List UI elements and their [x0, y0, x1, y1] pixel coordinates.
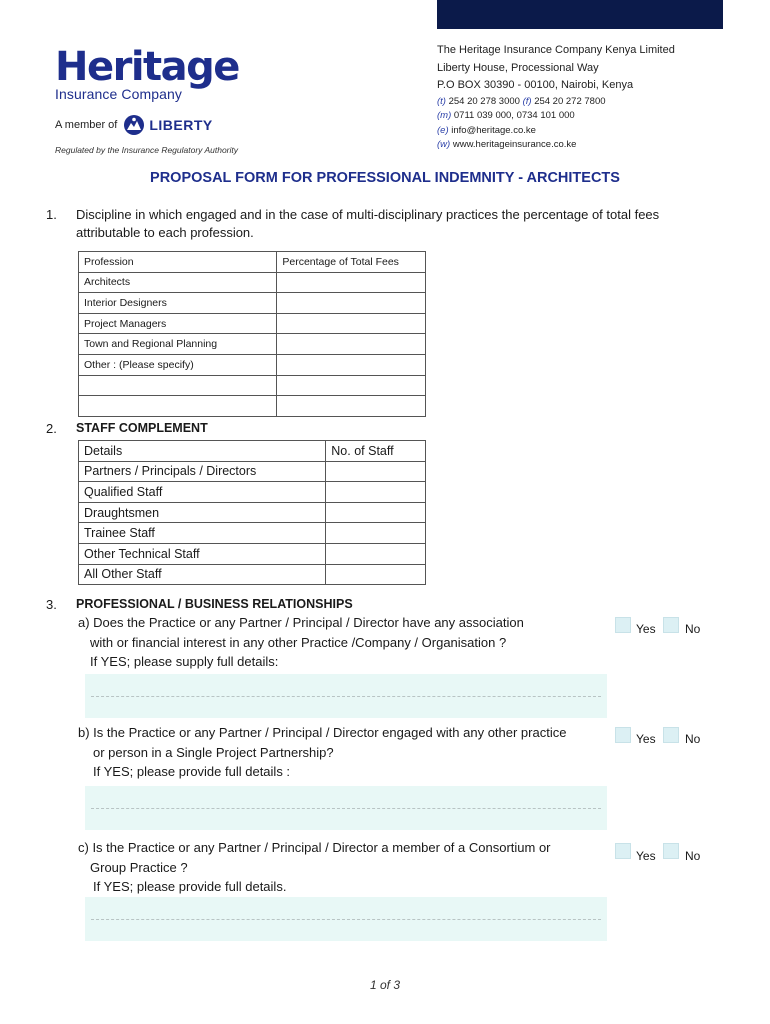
web-line: (w) www.heritageinsurance.co.ke — [437, 139, 577, 150]
staff-count-cell[interactable] — [326, 523, 426, 544]
q3a-yes-checkbox[interactable] — [615, 617, 631, 633]
profession-cell[interactable] — [79, 396, 277, 417]
building: Liberty House, Processional Way — [437, 61, 599, 74]
staff-count-cell[interactable] — [326, 543, 426, 564]
table-row: Trainee Staff — [79, 523, 426, 544]
percentage-cell[interactable] — [277, 396, 426, 417]
percentage-cell[interactable] — [277, 354, 426, 375]
header-bar — [437, 0, 723, 29]
staff-table — [78, 440, 426, 585]
website: www.heritageinsurance.co.ke — [452, 139, 577, 150]
form-title: PROPOSAL FORM FOR PROFESSIONAL INDEMNITY - ARCHITECTS — [150, 170, 620, 186]
table-row — [79, 375, 426, 396]
q3a-details-field[interactable] — [85, 674, 607, 718]
fax: 254 20 272 7800 — [534, 95, 606, 107]
q3b-text: b) Is the Practice or any Partner / Principal / Director engaged with any other practice or person in a Single Project Partnership? If YES; please provide full details : — [78, 725, 567, 779]
table-row: Interior Designers — [79, 293, 426, 314]
table-row: Other : (Please specify) — [79, 354, 426, 375]
heritage-logo — [55, 45, 239, 102]
po-box: P.O BOX 30390 - 00100, Nairobi, Kenya — [437, 79, 634, 91]
header-no-of-staff: No. of Staff — [326, 441, 426, 462]
q3c-details-field[interactable] — [85, 897, 607, 941]
company-address — [437, 42, 675, 153]
q3a-text: a) Does the Practice or any Partner / Principal / Director have any association with or financial interest in any other Practice /Company / Organisation ? If YES; please supply full details: — [78, 615, 524, 669]
phone: 254 20 278 3000 — [448, 95, 520, 107]
q3b-yes-label: Yes — [636, 732, 656, 746]
q3b-no-checkbox[interactable] — [663, 727, 679, 743]
q3a-no-checkbox[interactable] — [663, 617, 679, 633]
staff-count-cell[interactable] — [326, 482, 426, 503]
table-row: Draughtsmen — [79, 502, 426, 523]
q1-number: 1. — [46, 207, 57, 222]
header-details: Details — [79, 441, 326, 462]
table-row: Other Technical Staff — [79, 543, 426, 564]
percentage-cell[interactable] — [277, 293, 426, 314]
header-profession: Profession — [79, 252, 277, 273]
percentage-cell[interactable] — [277, 313, 426, 334]
table-header-row — [79, 441, 426, 462]
profession-cell[interactable] — [79, 375, 277, 396]
liberty-logo-icon — [123, 114, 145, 136]
header-percentage: Percentage of Total Fees — [277, 252, 426, 273]
table-header-row — [79, 252, 426, 273]
logo-subtitle: Insurance Company — [55, 86, 182, 102]
staff-count-cell[interactable] — [326, 564, 426, 585]
regulated-note: Regulated by the Insurance Regulatory Authority — [55, 145, 239, 155]
q3c-no-label: No — [685, 849, 701, 863]
table-row — [79, 396, 426, 417]
q3a-no-label: No — [685, 622, 701, 636]
mobile-line: (m) 0711 039 000, 0734 101 000 — [437, 110, 575, 121]
company-name: The Heritage Insurance Company Kenya Limited — [437, 44, 675, 56]
staff-count-cell[interactable] — [326, 502, 426, 523]
mobile: 0711 039 000, 0734 101 000 — [453, 110, 575, 121]
phone-fax-line: (t) 254 20 278 3000 (f) 254 20 272 7800 — [437, 95, 606, 107]
q3c-text: c) Is the Practice or any Partner / Principal / Director a member of a Consortium or Group Practice ? If YES; please provide full details. — [78, 840, 551, 894]
q2-title: STAFF COMPLEMENT — [76, 421, 208, 435]
q3c-yes-checkbox[interactable] — [615, 843, 631, 859]
q3b-no-label: No — [685, 732, 701, 746]
q3c-no-checkbox[interactable] — [663, 843, 679, 859]
percentage-cell[interactable] — [277, 375, 426, 396]
profession-table — [78, 251, 426, 417]
member-of-label: A member of — [55, 119, 118, 131]
email-line: (e) info@heritage.co.ke — [437, 124, 536, 136]
q3-title: PROFESSIONAL / BUSINESS RELATIONSHIPS — [76, 597, 353, 611]
member-of-liberty — [55, 114, 213, 136]
table-row: Town and Regional Planning — [79, 334, 426, 355]
staff-count-cell[interactable] — [326, 461, 426, 482]
logo-wordmark: Heritage — [55, 44, 239, 90]
q3a-yes-label: Yes — [636, 622, 656, 636]
q2-number: 2. — [46, 421, 57, 436]
q3b-yes-checkbox[interactable] — [615, 727, 631, 743]
percentage-cell[interactable] — [277, 334, 426, 355]
table-row: All Other Staff — [79, 564, 426, 585]
table-row: Project Managers — [79, 313, 426, 334]
page-number: 1 of 3 — [369, 978, 401, 992]
email: info@heritage.co.ke — [451, 124, 536, 136]
table-row: Architects — [79, 272, 426, 293]
table-row: Partners / Principals / Directors — [79, 461, 426, 482]
q3-number: 3. — [46, 597, 57, 612]
table-row: Qualified Staff — [79, 482, 426, 503]
q3b-details-field[interactable] — [85, 786, 607, 830]
q1-text: Discipline in which engaged and in the case of multi-disciplinary practices the percentage of total fees attributable to each profession. — [76, 207, 660, 240]
q3c-yes-label: Yes — [636, 849, 656, 863]
liberty-wordmark: LIBERTY — [149, 117, 213, 133]
percentage-cell[interactable] — [277, 272, 426, 293]
